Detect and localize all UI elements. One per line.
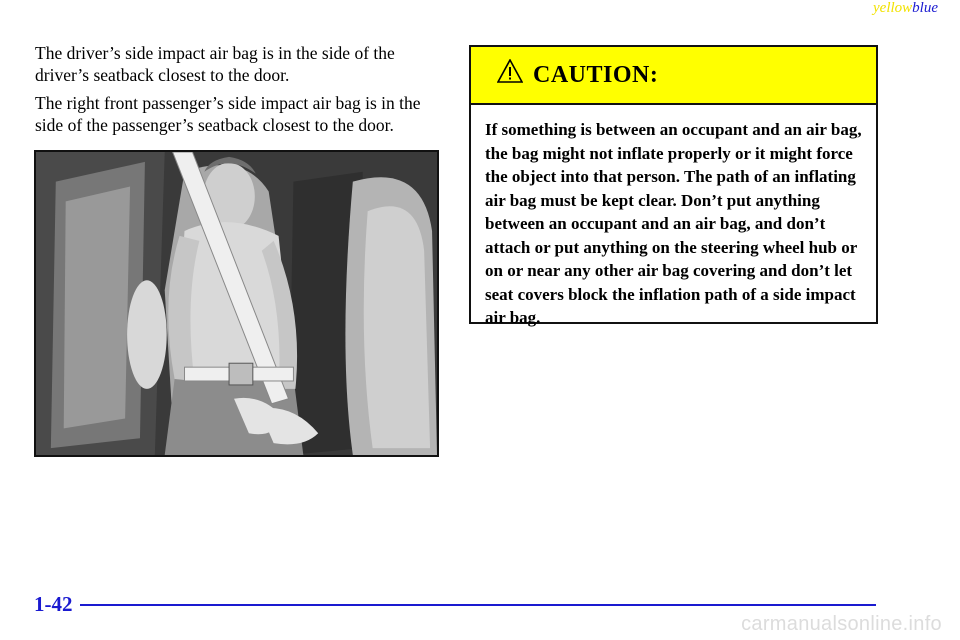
body-paragraph-driver: The driver’s side impact air bag is in the side of the driver’s seatback closest to the door. (35, 43, 395, 85)
caution-title: CAUTION: (533, 62, 659, 88)
illustration-occupant-side-airbag (34, 150, 439, 457)
page-number: 1-42 (34, 592, 73, 616)
color-tag-blue: blue (912, 0, 938, 16)
warning-triangle-icon (497, 59, 523, 83)
watermark: carmanualsonline.info (741, 613, 942, 635)
caution-text: If something is between an occupant and an air bag, the bag might not inflate properly or it might force the object into that person. The path of an inflating air bag must be kept clear. Don’t put anything between an occupant and an air bag, and don’t attach or put anything on the steering wheel hub or on or near any other air bag covering and don’t let seat covers block the inflation path of a side impact air bag. (485, 120, 862, 327)
footer-rule (80, 604, 876, 606)
occupant-illustration (36, 152, 437, 455)
color-tag (873, 0, 938, 17)
caution-box (469, 45, 878, 327)
color-tag-yellow: yellow (873, 0, 913, 16)
body-paragraph-passenger: The right front passenger’s side impact air bag is in the side of the passenger’s seatback closest to the door. (35, 93, 421, 135)
caution-header (471, 47, 876, 105)
